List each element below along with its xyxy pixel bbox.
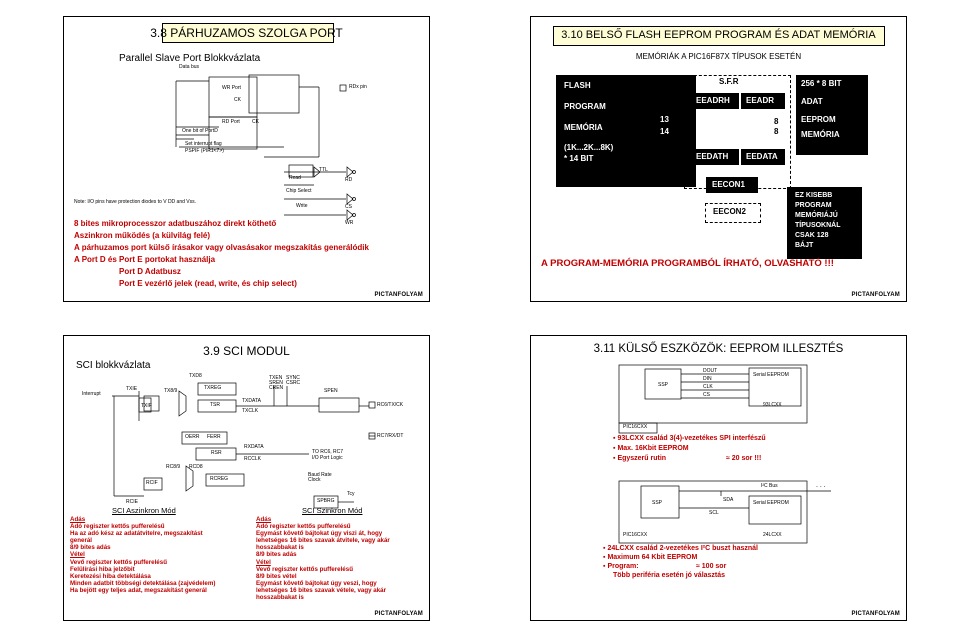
label-rsr: RSR — [211, 450, 222, 456]
label-clk: CLK — [703, 384, 713, 390]
sync-line-7: Vétel — [256, 558, 271, 566]
label-baud: Baud Rate — [308, 472, 332, 478]
label-scl: SCL — [709, 510, 719, 516]
sync-line-11: lehetséges 16 bites szavak vétele, vagy akár — [256, 586, 387, 594]
slide-sci-module — [63, 335, 430, 621]
i2c-bullet-1: ▪ 24LCXX család 2-vezetékes I²C buszt használ — [603, 545, 758, 552]
label-wr: WR — [345, 220, 354, 226]
label-clock: Clock — [308, 477, 321, 483]
label-tsr: TSR — [210, 402, 220, 408]
label-oerr: OERR — [185, 434, 200, 440]
label-read: Read — [289, 175, 301, 181]
spi-bullet-3-text: Egyszerű rutin — [617, 455, 667, 462]
label-pspif: PSPIF (PIR1<7>) — [185, 148, 224, 154]
bits-8a: 8 — [774, 117, 779, 126]
eecon2-label: EECON2 — [713, 207, 746, 216]
label-spen: SPEN — [324, 388, 338, 394]
label-pic-2: PIC16CXX — [623, 532, 648, 538]
label-txif: TXIF — [141, 403, 152, 409]
label-ttl: TTL — [319, 167, 328, 173]
label-sync: SYNC — [286, 375, 300, 381]
label-chip-1: 93LCXX — [763, 402, 782, 408]
label-txen: TXEN — [269, 375, 283, 381]
sync-line-8: Vevő regiszter kettős pufferelésű — [256, 565, 353, 573]
sync-line-2: Adó regiszter kettős pufferelésű — [256, 523, 351, 531]
note-line-2: PROGRAM — [795, 202, 832, 209]
label-to-rc: TO RC6, RC7 — [312, 449, 344, 455]
note-line-6: BÁJT — [795, 242, 814, 249]
label-wr-port: WR Port — [222, 85, 241, 91]
i2c-bullet-2: ▪ Maximum 64 Kbit EEPROM — [603, 554, 698, 561]
async-line-5: 8/9 bites adás — [70, 544, 111, 552]
eedata-block — [741, 149, 785, 165]
text-line-5: Port D Adatbusz — [119, 267, 181, 276]
async-line-7: Vevő regiszter kettős pufferelésű — [70, 558, 167, 566]
slide-subtitle: MEMÓRIÁK A PIC16F87X TÍPUSOK ESETÉN — [635, 52, 802, 61]
i2c-bullet-3: ▪ Program: — [603, 563, 639, 570]
label-note: Note: I/O pins have protection diodes to V DD and Vss. — [74, 199, 197, 205]
label-rd: RD — [345, 177, 353, 183]
label-ssp-1: SSP — [658, 382, 669, 388]
label-serial-eeprom-2: Serial EEPROM — [753, 500, 789, 506]
label-txd8: TXD8 — [189, 373, 202, 379]
spen-box — [319, 398, 359, 412]
label-pic-1: PIC16CXX — [623, 424, 648, 430]
label-sda: SDA — [723, 497, 734, 503]
label-cs: CS — [345, 204, 352, 210]
label-ck-1: CK — [234, 97, 241, 103]
sync-heading: SCI Szinkron Mód — [302, 506, 363, 515]
label-ferr: FERR — [207, 434, 221, 440]
i2c-bullet-1-text: 24LCXX család 2-vezetékes I²C buszt használ — [607, 545, 758, 552]
text-line-1: 8 bites mikroprocesszor adatbuszához direkt köthető — [74, 219, 277, 228]
slide-title: 3.9 SCI MODUL — [203, 344, 290, 358]
flash-line-2: PROGRAM — [564, 102, 606, 111]
label-io-logic: I/O Port Logic — [312, 455, 343, 461]
slide-footer: PICTANFOLYAM — [374, 611, 423, 617]
text-line-3: A párhuzamos port külső írásakor vagy olvasásakor megszakítás generálódik — [74, 243, 369, 252]
label-txie: TXIE — [126, 386, 138, 392]
label-rc6: RC6/TX/CK — [377, 402, 404, 408]
async-line-10: Minden adatbit többségi detektálása (zajvédelem) — [70, 579, 216, 587]
eeprom-line-4: MEMÓRIA — [801, 130, 840, 139]
label-tcy: Tcy — [347, 491, 355, 497]
eeadrh-block — [691, 93, 739, 109]
label-rcif: RCIF — [146, 480, 158, 486]
flash-line-3: MEMÓRIA — [564, 123, 603, 132]
spi-bullet-2: ▪ Max. 16Kbit EEPROM — [613, 445, 689, 452]
async-line-3: Ha az adó kész az adatátvitelre, megszakítást — [70, 530, 203, 538]
eecon1-block — [706, 177, 758, 193]
approx-1: ≈ 20 sor !!! — [726, 455, 762, 462]
slide-parallel-slave-port — [63, 16, 430, 302]
label-rcie: RCIE — [126, 499, 138, 505]
async-line-11: Ha bejött egy teljes adat, megszakítást generál — [70, 586, 207, 594]
label-rc7: RC7/RX/DT — [377, 433, 404, 439]
label-spbrg: SPBRG — [317, 498, 335, 504]
extra-line: Több periféria esetén jó választás — [613, 572, 726, 579]
flash-line-1: FLASH — [564, 81, 591, 90]
flash-line-5: * 14 BIT — [564, 154, 594, 163]
eedata-label: EEDATA — [746, 152, 778, 161]
eeprom-line-3: EEPROM — [801, 115, 836, 124]
slide-title: 3.8 PÁRHUZAMOS SZOLGA PORT — [150, 26, 343, 40]
data-eeprom-block — [796, 75, 868, 155]
sync-line-5: hosszabbakat is — [256, 544, 304, 552]
label-txclk: TXCLK — [242, 408, 259, 414]
label-chip-2: 24LCXX — [763, 532, 782, 538]
label-txreg: TXREG — [204, 385, 222, 391]
async-line-4: generál — [70, 537, 93, 545]
approx-2: ≈ 100 sor — [696, 563, 727, 570]
async-column — [70, 516, 250, 594]
sync-line-4: lehetséges 16 bites szavak átvitele, vagy akár — [256, 537, 390, 545]
eeadr-label: EEADR — [746, 96, 775, 105]
slide-footer: PICTANFOLYAM — [851, 292, 900, 298]
label-i2c-bus: I²C Bus — [761, 483, 778, 489]
sync-line-6: 8/9 bites adás — [256, 551, 297, 559]
spi-bullet-1-text: 93LCXX család 3(4)-vezetékes SPI interfészű — [617, 435, 766, 442]
label-ck-2: CK — [252, 119, 259, 125]
wr-latch-box — [209, 77, 257, 117]
label-txdata: TXDATA — [242, 398, 261, 404]
label-one-bit: One bit of PortD — [182, 128, 218, 134]
eeadr-block — [741, 93, 785, 109]
bits-8b: 8 — [774, 127, 779, 136]
spi-bullet-2-text: Max. 16Kbit EEPROM — [617, 445, 689, 452]
label-din: DIN — [703, 376, 712, 382]
eecon1-label: EECON1 — [712, 180, 745, 189]
label-dout: DOUT — [703, 368, 718, 374]
note-block — [787, 187, 862, 259]
text-line-4: A Port D és Port E portokat használja — [74, 255, 216, 264]
async-line-6: Vétel — [70, 551, 85, 559]
spi-bullet-3: ▪ Egyszerű rutin — [613, 455, 667, 462]
eeprom-line-2: ADAT — [801, 97, 823, 106]
flash-memory-block — [556, 75, 696, 187]
note-line-3: MEMÓRIÁJÚ — [795, 212, 838, 219]
eedath-block — [691, 149, 739, 165]
label-data-bus: Data bus — [179, 64, 200, 70]
slide-footer: PICTANFOLYAM — [374, 292, 423, 298]
label-rc8-9: RC8/9 — [166, 464, 181, 470]
slide-title: 3.11 KÜLSŐ ESZKÖZÖK: EEPROM ILLESZTÉS — [593, 343, 844, 355]
sync-line-12: hosszabbakat is — [256, 594, 304, 602]
bits-14: 14 — [660, 127, 669, 136]
async-heading: SCI Aszinkron Mód — [112, 506, 176, 515]
label-write: Write — [296, 203, 308, 209]
output-latch-box — [249, 75, 299, 113]
sfr-label: S.F.R — [719, 77, 739, 86]
sync-line-3: Egymást követő bájtokat úgy viszi át, hogy — [256, 530, 383, 538]
label-ssp-2: SSP — [652, 500, 663, 506]
slide-subtitle: Parallel Slave Port Blokkvázlata — [119, 53, 261, 64]
note-line-1: EZ KISEBB — [795, 192, 833, 199]
sync-line-1: Adás — [256, 516, 272, 523]
label-dots: . . . — [816, 482, 826, 489]
slide-footer: PICTANFOLYAM — [851, 611, 900, 617]
eeadrh-label: EEADRH — [696, 96, 730, 105]
slide-external-eeprom — [530, 335, 907, 621]
label-set-flag: Set interrupt flag — [185, 141, 222, 147]
note-line-5: CSAK 128 — [795, 232, 829, 239]
label-rxdata: RXDATA — [244, 444, 264, 450]
async-line-9: Keretezési hiba detektálása — [70, 572, 151, 580]
label-rcclk: RCCLK — [244, 456, 261, 462]
slide-flash-eeprom — [530, 16, 907, 302]
slide-title: 3.10 BELSŐ FLASH EEPROM PROGRAM ÉS ADAT MEMÓRIA — [561, 29, 876, 41]
label-chip-select: Chip Select — [286, 188, 312, 194]
bits-13: 13 — [660, 115, 669, 124]
slide-subtitle: SCI blokkvázlata — [76, 360, 151, 371]
sync-line-10: Egymást követő bájtokat úgy veszi, hogy — [256, 579, 377, 587]
label-cren: CREN — [269, 385, 284, 391]
text-line-2: Aszinkron működés (a külvilág felé) — [74, 231, 211, 240]
label-cs: CS — [703, 392, 710, 398]
label-csrc: CSRC — [286, 380, 301, 386]
i2c-bullet-2-text: Maximum 64 Kbit EEPROM — [607, 554, 698, 561]
note-line-4: TÍPUSOKNÁL — [795, 222, 841, 229]
async-line-2: Adó regiszter kettős pufferelésű — [70, 523, 165, 531]
label-serial-eeprom-1: Serial EEPROM — [753, 372, 789, 378]
label-tx8-9: TX8/9 — [164, 388, 178, 394]
label-rcd8: RCD8 — [189, 464, 203, 470]
eeprom-line-1: 256 * 8 BIT — [801, 79, 842, 88]
sync-column — [256, 516, 426, 601]
i2c-bullet-3-text: Program: — [607, 563, 639, 570]
text-line-6: Port E vezérlő jelek (read, write, és chip select) — [119, 279, 297, 288]
label-rdx-pin: RDx pin — [349, 84, 367, 90]
label-rcreg: RCREG — [210, 476, 229, 482]
sync-line-9: 8/9 bites vétel — [256, 572, 297, 580]
label-rd-port: RD Port — [222, 119, 240, 125]
async-line-1: Adás — [70, 516, 86, 523]
eedath-label: EEDATH — [696, 152, 729, 161]
flash-line-4: (1K...2K...8K) — [564, 143, 614, 152]
async-line-8: Felülírási hiba jelzőbit — [70, 565, 135, 573]
bottom-text: A PROGRAM-MEMÓRIA PROGRAMBÓL ÍRHATÓ, OLVASHATÓ !!! — [541, 258, 834, 269]
spi-bullet-1: ▪ 93LCXX család 3(4)-vezetékes SPI interfészű — [613, 435, 766, 442]
label-sren: SREN — [269, 380, 283, 386]
label-interrupt: Interrupt — [82, 391, 101, 397]
